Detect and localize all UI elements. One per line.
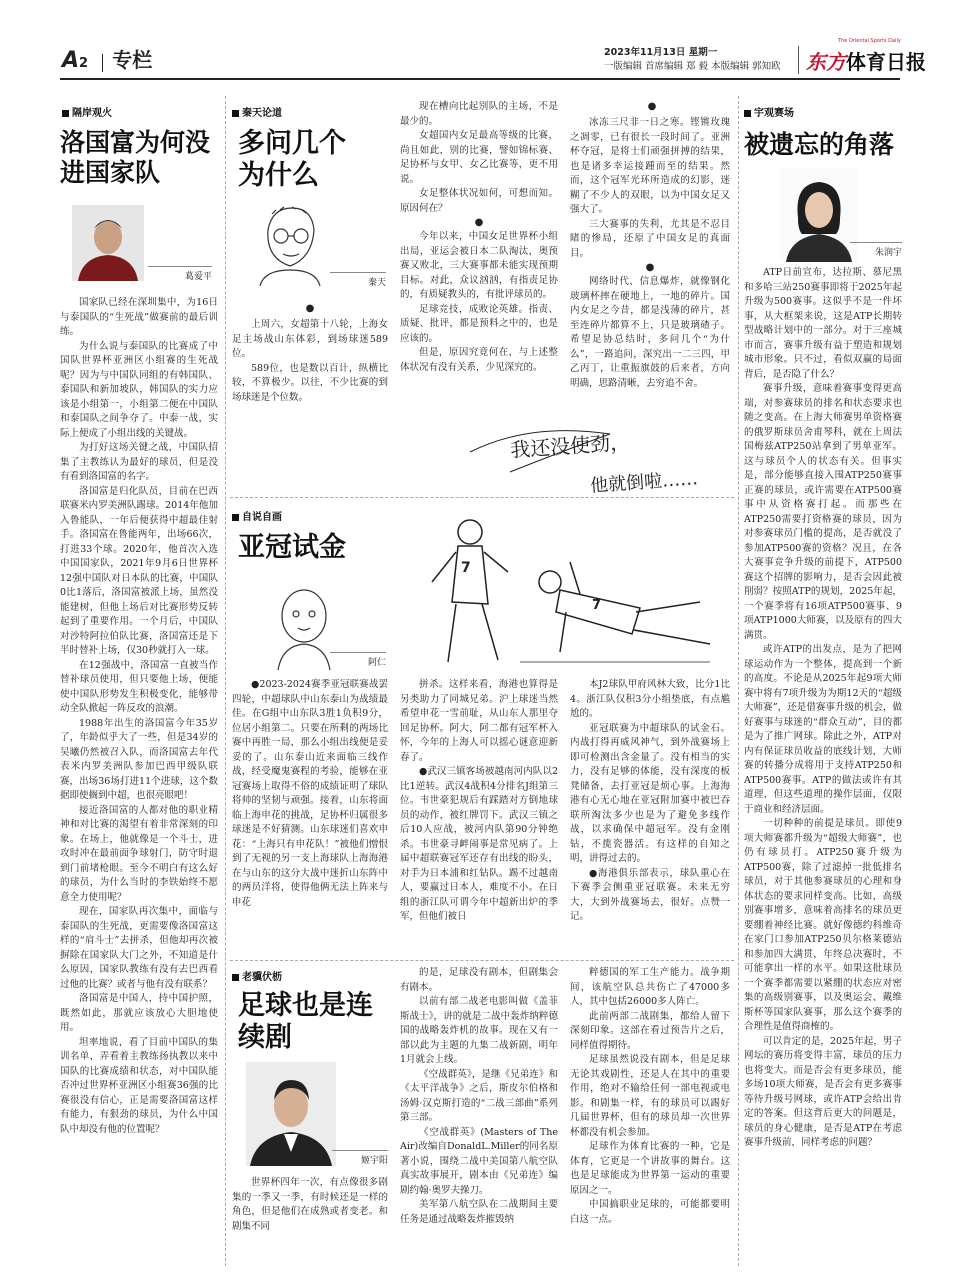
paragraph: 美军第八航空队在二战期间主要任务是通过战略轰炸摧毁纳 bbox=[400, 1199, 558, 1225]
col2-author: 秦天 bbox=[330, 272, 386, 288]
page-header bbox=[62, 44, 152, 73]
paragraph: 589位，也是数以百计，纵横比较，不算极少。以往，不少比赛的到场球迷是个位数。 bbox=[232, 362, 388, 403]
paragraph: 但是，原因究竟何在，与上述整体状况有没有关系，少见深究的。 bbox=[400, 347, 558, 373]
col5-title: 被遗忘的角落 bbox=[744, 130, 895, 159]
logo-english: The Oriental Sports Daily bbox=[838, 38, 901, 44]
paragraph: 足球虽然说没有剧本，但是足球无论其戏剧性，还是人在其中的重要作用，绝对不输给任何一部电视或电影。和剧集一样，有的球员可以踢好几届世界杯，但有的球员却一次世界杯都没有机会参加。 bbox=[570, 1054, 730, 1138]
paragraph: ATP日前宣布，达拉斯、慕尼黑和多哈三站250赛事即将于2025年起升级为500赛事。这似乎不是一件坏事，从大框架来说，这是ATP长期转型战略计划中的一部分。对于三座城市而言，赛事升级有益于塑造和规划城市形象。只不过，看似双赢的局面背后，是否隐了什么？ bbox=[744, 267, 902, 380]
col1-title: 洛国富为何没进国家队 bbox=[60, 128, 211, 187]
paragraph: 1988年出生的洛国富今年35岁了，年龄似乎大了一些，但是34岁的吴曦仍然被召入队，而洛国富去年代表米内罗美洲队参加巴西甲级队联赛，出场36场打进11个进球，这个数据即使搁到中超，也很亮眼吧！ bbox=[60, 717, 218, 801]
logo-red: 东方 bbox=[806, 50, 846, 74]
mid-tag: 自说自画 bbox=[232, 508, 282, 523]
cartoon-illustration bbox=[410, 412, 735, 682]
paragraph: 现在槽向比起别队的主场，不是最少的。 bbox=[400, 101, 558, 127]
paragraph: 国家队已经在深圳集中，为16日与泰国队的“生死战”做赛前的最后训练。 bbox=[60, 297, 218, 337]
col5-tag: 宇观赛场 bbox=[744, 104, 794, 119]
author-photo-gai bbox=[72, 205, 144, 281]
mid-col-c bbox=[570, 678, 730, 925]
paragraph: 以前有部二战老电影叫做《盖菲斯战士》，讲的就是二战中轰炸纳粹德国的战略轰炸机的故事。现在又有一部以此为主题的九集二战新剧，明年1月就会上线。 bbox=[400, 996, 558, 1065]
bottom-col-b bbox=[400, 966, 558, 1227]
speech-line-1: 我还没使劲， bbox=[509, 429, 631, 463]
col1-author: 葛爱平 bbox=[148, 266, 212, 282]
mid-title: 亚冠试金 bbox=[238, 532, 346, 563]
mid-col-b bbox=[400, 678, 558, 925]
mid-author: 阿仁 bbox=[330, 652, 386, 668]
page-number: 2 bbox=[79, 56, 89, 71]
bottom-author: 姬宇阳 bbox=[332, 1150, 388, 1166]
paragraph: 足球竞技，成败论英雄。指责、质疑、批评，都是预料之中的，也是应该的。 bbox=[400, 303, 558, 344]
paragraph: 女超国内女足最高等级的比赛，尚且如此，别的比赛，譬如锦标赛、足协杯与女甲、女乙比赛等，更不用说。 bbox=[400, 130, 558, 185]
author-sketch-qin bbox=[250, 200, 330, 286]
paragraph: 中国搞职业足球的，可能都要明白这一点。 bbox=[570, 1199, 730, 1225]
paragraph: 拼杀。这样来看，海港也算得是另类助力了同城兄弟。沪上球迷当然希望申花一雪前耻，从山东人那里夺回足协杯。阿大，阿二都有冠军杯入怀，今年的上海人可以摇心谜意迎新春了。 bbox=[400, 679, 558, 763]
paragraph: 赛事升级，意味着赛事变得更高端，对参赛球员的排名和状态要求也随之变高。在上海大师赛男单资格赛的俄罗斯球员舍甫琴科，就在上周法国梅兹ATP250站拿到了男单亚军。这与球员个人的状态有关。但事实是，部分能够直接入围ATP250赛事正赛的球员，或许需要在ATP500赛事中从资格赛打起。而那些在ATP250需要打资格赛的球员，因为对参赛球员门槛的提高，是否就没了参加ATP500赛的资格？况且，在各大赛事竞争升级的前提下，ATP500赛这个招牌的影响力，是否会因此被削弱？按照ATP的规划，2025年起，一个赛季将有16项ATP500赛事、9项ATP1000大师赛，以及原有的四大满贯。 bbox=[744, 383, 902, 641]
paragraph: 洛国富是归化队员，目前在巴西联赛米内罗美洲队踢球。2014年他加入鲁能队，一年后便获得中超最佳射手。洛国富在鲁能两年，出场66次，打进33个球。2020年，他首次入选中国国家队，2021年9月6日世界杯12强中国队对日本队的比赛，中国队0比1落后，洛国富被派上场，虽然没能建树，但他上场后对比赛形势反转起到了重要作用。一个月后，中国队对沙特阿拉伯队比赛，洛国富还是下半时替补上场，仅30秒就打入一球。 bbox=[60, 485, 218, 656]
paragraph: 现在，国家队再次集中，面临与泰国队的生死战，更需要像洛国富这样的“肩斗士”去拼杀，但他却再次被摒除在国家队大门之外，不知道是什么原因，国家队教练有没有去巴西看过他的比赛？或者与他有没有联系？ bbox=[60, 906, 218, 990]
mid-col-a bbox=[232, 678, 388, 910]
paragraph: 在12强战中，洛国富一直被当作替补球员使用，但只要他上场，便能使中国队形势发生积极变化，能够带动全队掀起一阵反攻的浪潮。 bbox=[60, 659, 218, 714]
paragraph: 此前两部二战剧集，都给人留下深刻印象。这部在看过预告片之后，同样值得期待。 bbox=[570, 1010, 730, 1051]
col1-body bbox=[60, 296, 218, 1137]
paragraph: 三大赛事的失利，尤其是不忍目睹的惨局，还原了中国女足的真面目。 bbox=[570, 218, 730, 259]
jersey-number: 7 bbox=[461, 560, 471, 576]
author-photo-zhu bbox=[780, 168, 858, 262]
paragraph: 洛国富是中国人，持中国护照，既然如此，那就应该放心大胆地使用。 bbox=[60, 993, 218, 1033]
section-name: 专栏 bbox=[112, 48, 153, 72]
col2-body bbox=[232, 318, 388, 405]
jersey-number: 7 bbox=[592, 598, 602, 613]
paragraph: 为打好这场关键之战，中国队招集了主教练认为最好的球员，但是没有看到洛国富的名字。 bbox=[60, 442, 218, 482]
paragraph: ●武汉三镇客场被越南河内队以2比1逆转。武汉4战积4分排名J组第三位。韦世豪犯规后有踩踏对方倒地球员的动作，被红牌罚下。武汉三镇之后10人应战，被河内队第90分钟绝杀。韦世豪寻衅闹事是常见病了。上届中超联赛冠军还存有出线的盼头，对手为日本浦和红钻队。踢不过越南人，要赢过日本人，难度不小。在日组的浙江队可谓今年中超新出炉的季军，但他们被日 bbox=[400, 766, 558, 922]
paragraph: 或许ATP的出发点，是为了把网球运动作为一个整体，提高到一个新的高度。不论是从2025年起9项大师赛中将有7项升级为为期12天的“超级大师赛”，还是借赛事升级的机会，做好赛事与球迷的“群众互动”，目的都是为了推广网球。除此之外，ATP对内有保证球员收益的底线计划，大师赛的转播分成将用于支持ATP250和ATP500赛事。ATP的做法或许有其道理，但这些道理的操作层面，仅限于商业和经济层面。 bbox=[744, 644, 902, 815]
col2-tag: 秦天论道 bbox=[232, 104, 282, 119]
paragraph: ●2023-2024赛季亚冠联赛战罢四轮，中超球队中山东泰山为战绩最佳。在G组中山东队3胜1负积9分，位居小组第二。只要在所剩的两场比赛中再胜一局，那么小组出线便是妥妥的了。山东泰山近来面临三线作战，经受魔鬼赛程的考验，能够在亚冠赛场上取得不俗的成绩证明了球队将帅的坚韧与顽强。接着，山东将面临上海申花的挑战，足协杯归属很多球迷是不好猜测。山东球迷们喜欢申花：“上海只有申花队！”被他们憎恨到了无视的另一支上海球队上海海港在与山东的这分大战中迷折山东阵中的两员洋将，使得他俩无法上阵来与申花 bbox=[232, 679, 388, 908]
paragraph: 亚冠联赛为中超球队的试金石。内战打得再威风神气，到外战赛场上即可检测出含金量了。没有相当的实力，没有足够的体能，没有深度的板凳储备，去打亚冠是烦心事。上海海港有心无心地在亚冠附加赛中被巴吞联所淘汰多少也是为了避免多线作战，以求确保中超冠军。没有金刚钻，不揽瓷器活。有这样的自知之明，讲得过去的。 bbox=[570, 722, 730, 864]
paragraph: 粹德国的军工生产能力。战争期间，该航空队总共伤亡了47000多人，其中包括26000多人阵亡。 bbox=[570, 967, 730, 1007]
paragraph: 接近洛国富的人都对他的职业精神和对比赛的渴望有着非常深刻的印象。在场上，他就像是一个斗士，进攻时冲在最前面争球射门，防守时退到门前堵枪眼。至今不明白有这么好的球员，为什么当时的李铁始终不愿意全力使用呢？ bbox=[60, 804, 218, 903]
issue-date: 2023年11月13日 星期一 bbox=[604, 47, 718, 58]
col1-tag: 隔岸观火 bbox=[62, 104, 112, 119]
paragraph: 为什么说与泰国队的比赛成了中国队世界杯亚洲区小组赛的生死战呢？因为与中国队同组的有韩国队、泰国队和新加坡队，韩国队的实力应该是小组第一，小组第二便在中国队和泰国队之间争夺了。中泰一战，实际上便成了小组出线的关键战。 bbox=[60, 340, 218, 439]
bottom-col-c bbox=[570, 966, 730, 1227]
paragraph: 可以肯定的是，2025年起，男子网坛的赛历将变得丰富，球员的压力也将变大。而是否会有更多球员，能多场10项大师赛，是否会有更多赛事等待升级号网球，或许ATP会给出肯定的答案。但这背后更大的问题是，球员的身心健康，是否是ATP在考虑赛事升级前，同样考虑的问题？ bbox=[744, 1035, 902, 1148]
col2-title: 多问几个为什么 bbox=[238, 128, 346, 192]
col5-author: 朱润宇 bbox=[850, 242, 902, 258]
paragraph: 足球作为体育比赛的一种，它是体育，它更是一个讲故事的舞台。这也是足球能成为世界第一运动的重要原因之一。 bbox=[570, 1141, 730, 1196]
paragraph: 上周六，女超第十八轮，上海女足主场战山东体彩，到场球迷589位。 bbox=[232, 319, 388, 359]
paragraph: 一切种种的前提是球员。即使9项大师赛都升级为“超级大师赛”，也仍有球员打。ATP250赛升级为ATP500赛，除了过滤掉一批低排名球员，对于其他参赛球员的心理和身体状态的要求同样变高。比如，高级别赛事增多，意味着高排名的球员更要绷着神经比赛。就好像德约科维奇在家门口参加ATP250贝尔格莱德站和参加四大满贯，年终总决赛时，不可能拿出一样的水平。如果这批球员一个赛季都需要以紧绷的状态应对密集的高级别赛事，以及奥运会、戴维斯杯等国家队赛事，那么这个赛季的合理性是值得商榷的。 bbox=[744, 818, 902, 1032]
author-photo-ji bbox=[246, 1062, 336, 1166]
paragraph: 本J2球队甲府风林大致，比分1比4。浙江队仅积3分小组垫底，有点尴尬的。 bbox=[570, 679, 730, 719]
bottom-tag: 老骥伏枥 bbox=[232, 968, 282, 983]
newspaper-logo bbox=[806, 38, 926, 75]
paragraph: 《空战群英》(Masters of The Air)改编自DonaldL.Miller的同名原著小说，围绕二战中美国第八航空队真实故事展开，剧本由《兄弟连》编剧约翰·奥罗夫操刀。 bbox=[400, 1126, 558, 1196]
editors-line: 一版编辑 首席编辑 郑 毅 本版编辑 郭知欧 bbox=[604, 61, 781, 72]
paragraph: 《空战群英》，是继《兄弟连》和《太平洋战争》之后，斯皮尔伯格和汤姆·汉克斯打造的“二战三部曲”系列第三部。 bbox=[400, 1068, 558, 1123]
paragraph: 网络时代，信息爆炸，就像钢化玻璃杯摔在硬地上，一地的碎片。国内女足之今昔，都是浅薄的碎片，甚至连碎片都算不上，只是玻璃碴子。希望足协总结时，多问几个“为什么”，一路追问，深究出一二三四，甲乙丙丁，让重振旗鼓的后来者，方向明确，思路清晰，去穷追不舍。 bbox=[570, 276, 730, 389]
paragraph: ●海港俱乐部表示，球队重心在下赛季会侧重亚冠联赛。未来无穷大，大到外战赛场去，很好。点赞一记。 bbox=[570, 867, 730, 922]
paragraph: 世界杯四年一次，有点像很多剧集的一季又一季，有时候还是一样的角色，但是他们在成熟或者变老。和剧集不同 bbox=[232, 1177, 388, 1232]
page-letter: A bbox=[62, 48, 80, 73]
bottom-col-a bbox=[232, 1176, 388, 1234]
paragraph: 冰冻三尺非一日之寒。铿锵玫瑰之凋零，已有很长一段时间了。亚洲杯夺冠，是将士们顽强拼搏的结果，也是诸多幸运接踵而至的结果。然而，这个冠军光环所造成的幻影，迷糊了不少人的双眼，以为中国女足又强大了。 bbox=[570, 117, 730, 215]
paragraph: 坦率地说，看了目前中国队的集训名单，弄看着主教练扬执教以来中国队的比赛成绩和状态，对中国队能否冲过世界杯亚洲区小组赛36强的比赛很没有信心，正是需要洛国富这样有能力，有狠劲的球员，为什么中国队中却没有他的位置呢？ bbox=[60, 1036, 218, 1135]
logo-black: 体育日报 bbox=[846, 50, 926, 74]
col3-body: 现在槽向比起别队的主场，不是最少的。 女超国内女足最高等级的比赛，尚且如此，别的比赛，譬如锦标赛、足协杯与女甲、女乙比赛等，更不用说。 女足整体状况如何，可想而知。原因何在？ ● 今年以来，中国女足世界杯小组出局，亚运会被日本二队淘汰，奥预赛又败北，三大赛事都未能实现预期目标。对此，众议汹汹，有指责足协的，有质疑教头的，有批评球员的。 足球竞技，成败论英雄。指责、质疑、批评，都是预料之中的，也是应该的。 但是，原因究竟何在，与上述整体状况有没有关系，少见深究的。 bbox=[400, 100, 558, 375]
col4-body: 冰冻三尺非一日之寒。铿锵玫瑰之凋零，已有很长一段时间了。亚洲杯夺冠，是将士们顽强拼搏的结果，也是诸多幸运接踵而至的结果。然而，这个冠军光环所造成的幻影，迷糊了不少人的双眼，以为中国女足又强大了。 三大赛事的失利，尤其是不忍目睹的惨局，还原了中国女足的真面目。 ● 网络时代，信息爆炸，就像钢化玻璃杯摔在硬地上，一地的碎片。国内女足之今昔，都是浅薄的碎片，甚至连碎片都算不上，只是玻璃碴子。希望足协总结时，多问几个“为什么”，一路追问，深究出一二三四，甲乙丙丁，让重振旗鼓的后来者，方向明确，思路清晰，去穷追不舍。 bbox=[570, 116, 730, 391]
speech-line-2: 他就倒啦…… bbox=[589, 468, 699, 497]
header-meta bbox=[604, 46, 794, 74]
paragraph: 女足整体状况如何，可想而知。原因何在？ bbox=[400, 188, 558, 214]
col5-body bbox=[744, 266, 902, 1151]
paragraph: 今年以来，中国女足世界杯小组出局，亚运会被日本二队淘汰，奥预赛又败北，三大赛事都未能实现预期目标。对此，众议汹汹，有指责足协的，有质疑教头的，有批评球员的。 bbox=[400, 231, 558, 300]
paragraph: 的是，足球没有剧本，但剧集会有剧本。 bbox=[400, 967, 558, 993]
header-rule bbox=[60, 78, 900, 80]
bottom-title: 足球也是连续剧 bbox=[238, 990, 373, 1054]
